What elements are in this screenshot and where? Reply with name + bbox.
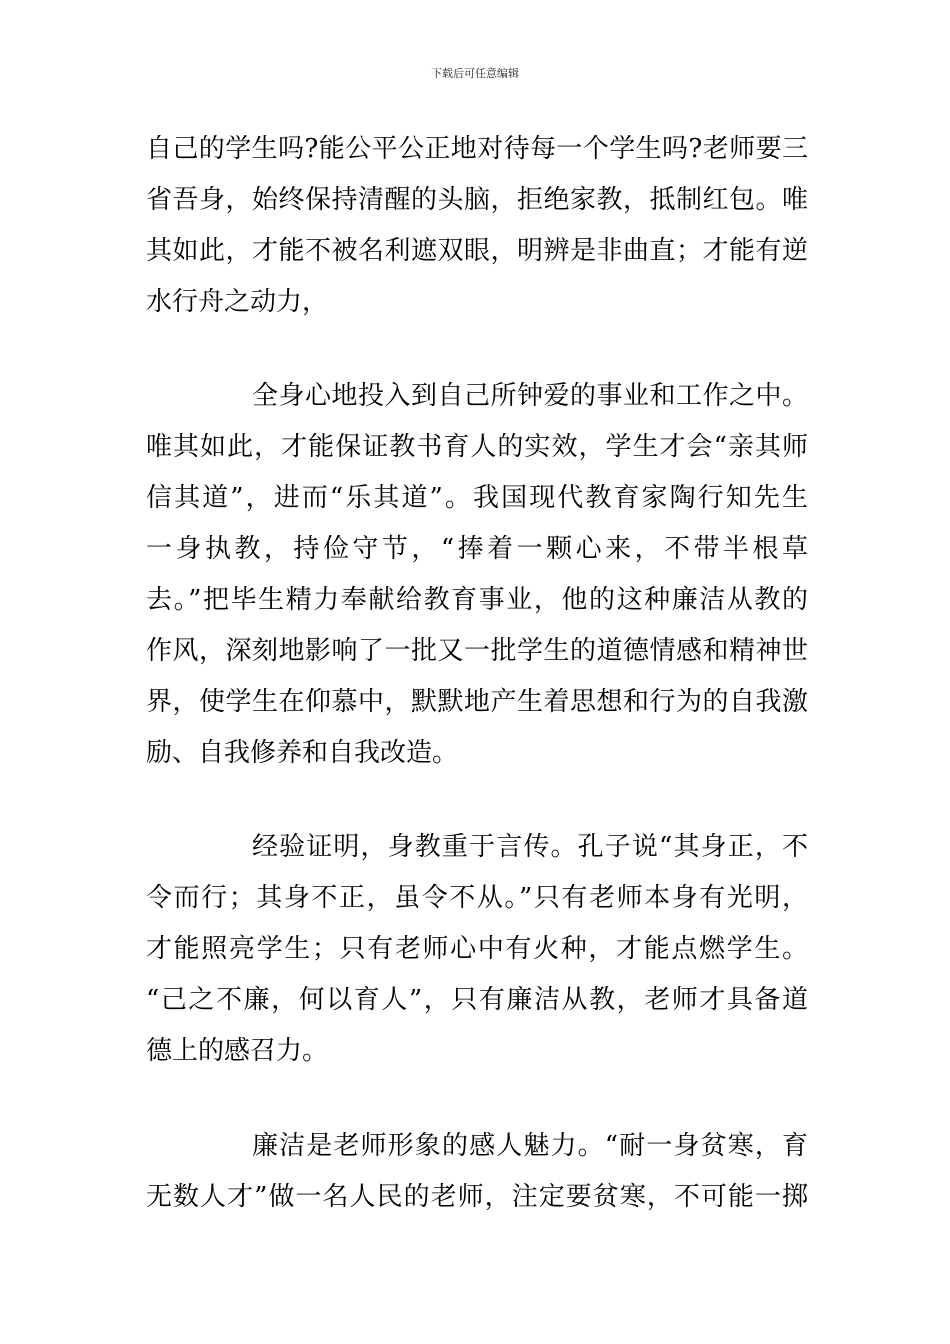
page-header-note: 下载后可任意编辑	[431, 67, 519, 80]
text-line: 作风，深刻地影响了一批又一批学生的道德情感和精神世	[146, 636, 808, 666]
body-text	[146, 822, 808, 1077]
text-line: 自己的学生吗?能公平公正地对待每一个学生吗?老师要三	[146, 134, 808, 164]
text-line: 德上的感召力。	[146, 1036, 329, 1066]
text-line: 信其道”，进而“乐其道”。我国现代教育家陶行知先生	[146, 483, 808, 513]
text-line: 省吾身，始终保持清醒的头脑，拒绝家教，抵制红包。唯	[146, 185, 808, 215]
text-line: 界，使学生在仰慕中，默默地产生着思想和行为的自我激	[146, 687, 808, 717]
text-line: 无数人才”做一名人民的老师，注定要贫寒，不可能一掷	[146, 1182, 808, 1212]
text-line: 全身心地投入到自己所钟爱的事业和工作之中。	[252, 381, 808, 411]
body-text	[146, 1121, 808, 1223]
paragraph-3	[146, 822, 808, 1077]
text-line: 一身执教，持俭守节，“捧着一颗心来，不带半根草	[146, 534, 808, 564]
text-line: 水行舟之动力，	[146, 287, 329, 317]
text-line: 令而行；其身不正，虽令不从。”只有老师本身有光明，	[146, 883, 808, 913]
text-line: 去。”把毕生精力奉献给教育事业，他的这种廉洁从教的	[146, 585, 808, 615]
body-text	[146, 371, 808, 779]
text-line: “己之不廉，何以育人”，只有廉洁从教，老师才具备道	[146, 985, 808, 1015]
text-line: 励、自我修养和自我改造。	[146, 738, 459, 768]
paragraph-1	[146, 124, 808, 328]
text-line: 廉洁是老师形象的感人魅力。“耐一身贫寒，育	[252, 1131, 808, 1161]
text-line: 唯其如此，才能保证教书育人的实效，学生才会“亲其师	[146, 432, 808, 462]
body-text	[146, 124, 808, 328]
text-line: 才能照亮学生；只有老师心中有火种，才能点燃学生。	[146, 934, 808, 964]
paragraph-2	[146, 371, 808, 779]
text-line: 经验证明，身教重于言传。孔子说“其身正，不	[252, 832, 808, 862]
text-line: 其如此，才能不被名利遮双眼，明辨是非曲直；才能有逆	[146, 236, 808, 266]
paragraph-4	[146, 1121, 808, 1223]
